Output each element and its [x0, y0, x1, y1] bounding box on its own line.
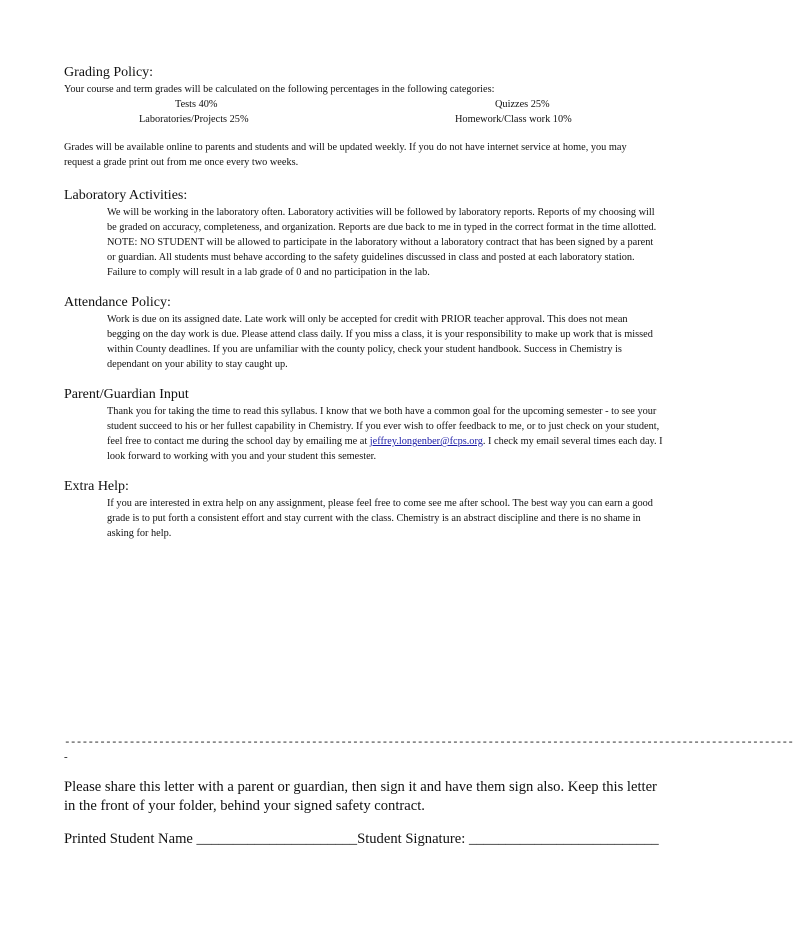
- parent-section: [64, 386, 664, 464]
- grades-online-note: Grades will be available online to parents and students and will be updated weekly. If you do not have internet service at home, you may request a grade print out from me once every two weeks.: [64, 142, 627, 168]
- return-instructions: Please share this letter with a parent or guardian, then sign it and have them sign also. Keep this letter in the front of your folder, behind your signed safety contract.: [64, 779, 657, 814]
- tests-weight: Tests 40%: [175, 99, 218, 110]
- signature-area: [64, 736, 793, 849]
- grading-section: [64, 64, 664, 170]
- grades-row-2: [64, 112, 664, 127]
- lab-heading: Laboratory Activities:: [64, 188, 188, 203]
- homework-weight: Homework/Class work 10%: [455, 114, 572, 125]
- quizzes-weight: Quizzes 25%: [495, 99, 550, 110]
- attendance-body: Work is due on its assigned date. Late work will only be accepted for credit with PRIOR teacher approval. This does not mean begging on the day work is due. Please attend class daily. If you miss a class, it is your responsibility to make up work that is missed within County deadlines. If you are unfamiliar with the county policy, check your student handbook. Success in Chemistry is dependant on your ability to stay caught up.: [107, 314, 653, 370]
- email-link[interactable]: jeffrey.longenber@fcps.org: [369, 436, 483, 447]
- syllabus-page: [64, 64, 793, 847]
- grading-heading: Grading Policy:: [64, 65, 154, 80]
- parent-body-text-end: . I check my email several times each day. I look forward to working with you and your student this semester.: [107, 436, 663, 462]
- attendance-heading: Attendance Policy:: [64, 295, 171, 310]
- extra-help-section: [64, 478, 664, 541]
- divider-dash-tail: -: [64, 751, 68, 763]
- extra-help-heading: Extra Help:: [64, 479, 129, 494]
- parent-heading: Parent/Guardian Input: [64, 387, 189, 402]
- divider-dashes: ----------------------------------------------------------------------------------------------------------------------------: [64, 737, 793, 749]
- grading-intro: Your course and term grades will be calculated on the following percentages in the following categories:: [64, 84, 495, 95]
- lab-section: [64, 187, 664, 280]
- extra-help-body: If you are interested in extra help on any assignment, please feel free to come see me after school. The best way you can earn a good grade is to put forth a consistent effort and stay current with the class. Chemistry is an abstract discipline and there is no shame in asking for help.: [107, 498, 653, 539]
- lab-body: We will be working in the laboratory often. Laboratory activities will be followed by laboratory reports. Reports of my choosing will be graded on accuracy, completeness, and organization. Reports are due back to me in typed in the correct format in the time allotted. NOTE: NO STUDENT will be allowed to participate in the laboratory without a laboratory contract that has been signed by a parent or guardian. All students must behave according to the safety guidelines discussed in class and posted at each laboratory station. Failure to comply will result in a lab grade of 0 and no participation in the lab.: [107, 207, 657, 278]
- parent-body: [107, 404, 665, 464]
- parent-body-text: Thank you for taking the time to read this syllabus. I know that we both have a common goal for the upcoming semester - to see your student succeed to his or her fullest capability in Chemistry. If you ever wish to offer feedback to me, or to just check on your student, feel free to contact me during the school day by emailing me at: [107, 406, 660, 447]
- signature-line: Printed Student Name ______________________Student Signature: __________________________: [64, 831, 659, 847]
- grades-row-1: [64, 97, 664, 112]
- attendance-section: [64, 294, 664, 372]
- labs-weight: Laboratories/Projects 25%: [139, 114, 249, 125]
